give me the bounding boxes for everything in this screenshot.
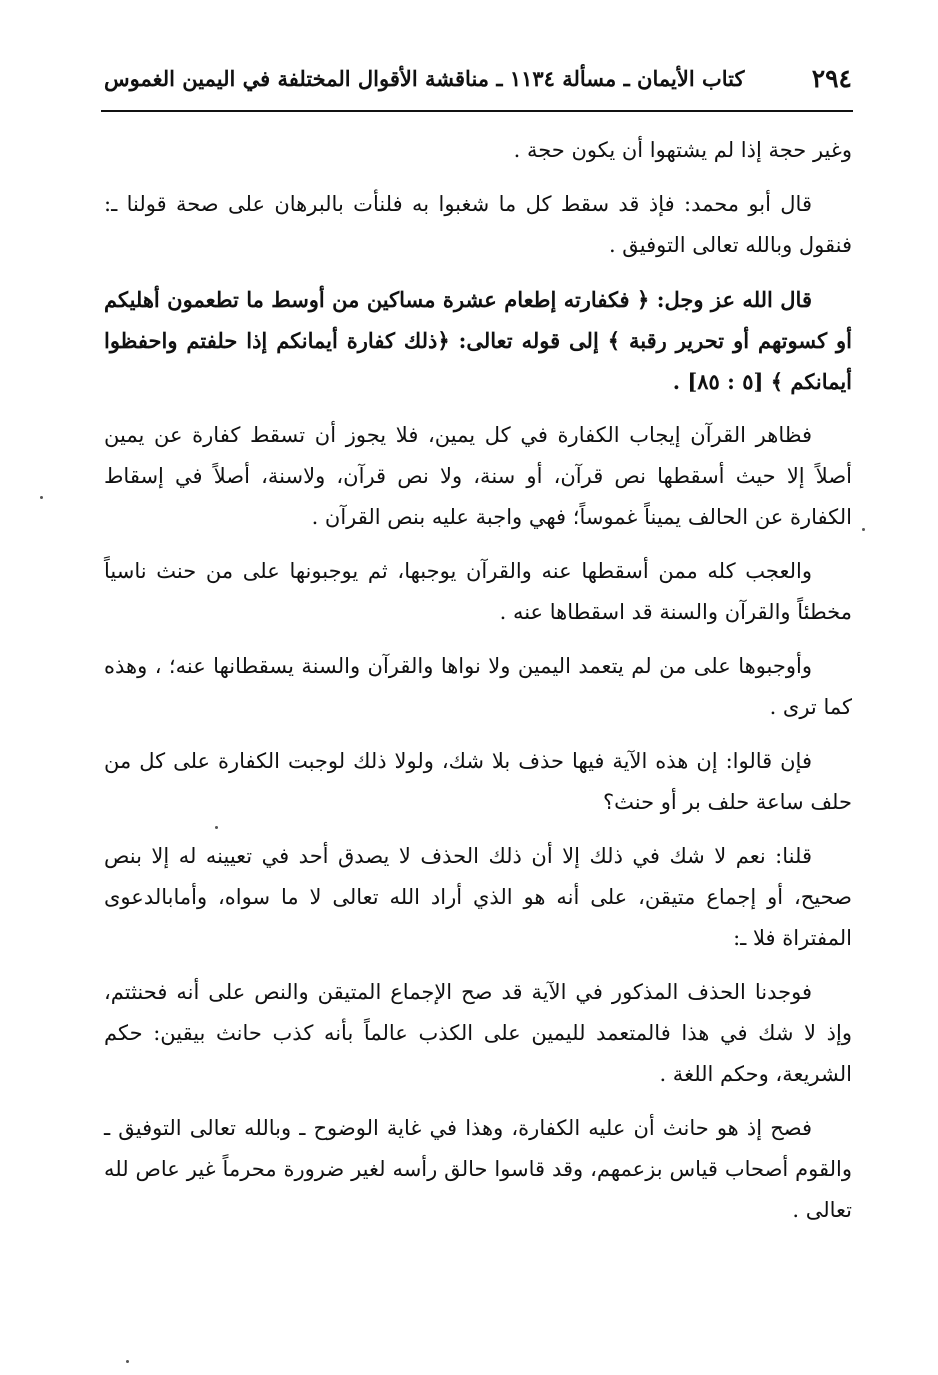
page-header — [104, 58, 852, 98]
paragraph: وغير حجة إذا لم يشتهوا أن يكون حجة . — [513, 138, 852, 162]
paragraph: فظاهر القرآن إيجاب الكفارة في كل يمين، فلا يجوز أن تسقط كفارة عن يمين أصلاً إلا حيث أسقطها نص قرآن، أو سنة، ولا نص قرآن، ولاسنة، أصلاً في إسقاط الكفارة عن الحالف يميناً غموساً؛ فهي واجبة عليه بنص القرآن . — [104, 423, 852, 529]
paragraph: قلنا: نعم لا شك في ذلك إلا أن ذلك الحذف لا يصدق أحد في تعيينه له إلا بنص صحيح، أو إجماع متيقن، على أنه هو الذي أراد الله تعالى لا ما سواه، وأمابالدعوى المفتراة فلا ـ: — [104, 844, 852, 950]
scan-speck — [126, 1360, 129, 1363]
paragraph: فإن قالوا: إن هذه الآية فيها حذف بلا شك، ولولا ذلك لوجبت الكفارة على كل من حلف ساعة حلف بر أو حنث؟ — [104, 749, 852, 814]
paragraph: وأوجبوها على من لم يتعمد اليمين ولا نواها والقرآن والسنة يسقطانها عنه؛ ، وهذه كما ترى . — [104, 654, 852, 719]
paragraph: فوجدنا الحذف المذكور في الآية قد صح الإجماع المتيقن والنص على أنه فحنثتم، وإذ لا شك في هذا فالمتعمد لليمين على الكذب عالماً بأنه كذب حانث بيقين: حكم الشريعة، وحكم اللغة . — [104, 980, 852, 1086]
paragraph: قال أبو محمد: فإذ قد سقط كل ما شغبوا به فلنأت بالبرهان على صحة قولنا ـ: فنقول وبالله تعالى التوفيق . — [104, 192, 852, 257]
page-number: ٢٩٤ — [811, 63, 852, 93]
scan-speck — [40, 496, 43, 499]
scan-speck — [862, 528, 865, 531]
scan-speck — [215, 826, 218, 829]
paragraph: فصح إذ هو حانث أن عليه الكفارة، وهذا في غاية الوضوح ـ وبالله تعالى التوفيق ـ والقوم أصحاب قياس بزعمهم، وقد قاسوا حالق رأسه لغير ضرورة محرماً غير عاص لله تعالى . — [104, 1116, 852, 1222]
header-divider — [101, 110, 853, 112]
running-title: كتاب الأيمان ـ مسألة ١١٣٤ ـ مناقشة الأقوال المختلفة في اليمين الغموس — [104, 65, 745, 91]
paragraph: والعجب كله ممن أسقطها عنه والقرآن يوجبها، ثم يوجبونها على من حنث ناسياً مخطئاً والقرآن والسنة قد اسقطاها عنه . — [104, 559, 852, 624]
quran-quote-paragraph: قال الله عز وجل: ﴿ فكفارته إطعام عشرة مساكين من أوسط ما تطعمون أهليكم أو كسوتهم أو تحرير رقبة ﴾ إلى قوله تعالى: ﴿ذلك كفارة أيمانكم إذا حلفتم واحفظوا أيمانكم ﴾ [٥ : ٨٥] . — [104, 287, 852, 394]
body-text — [104, 130, 852, 1244]
